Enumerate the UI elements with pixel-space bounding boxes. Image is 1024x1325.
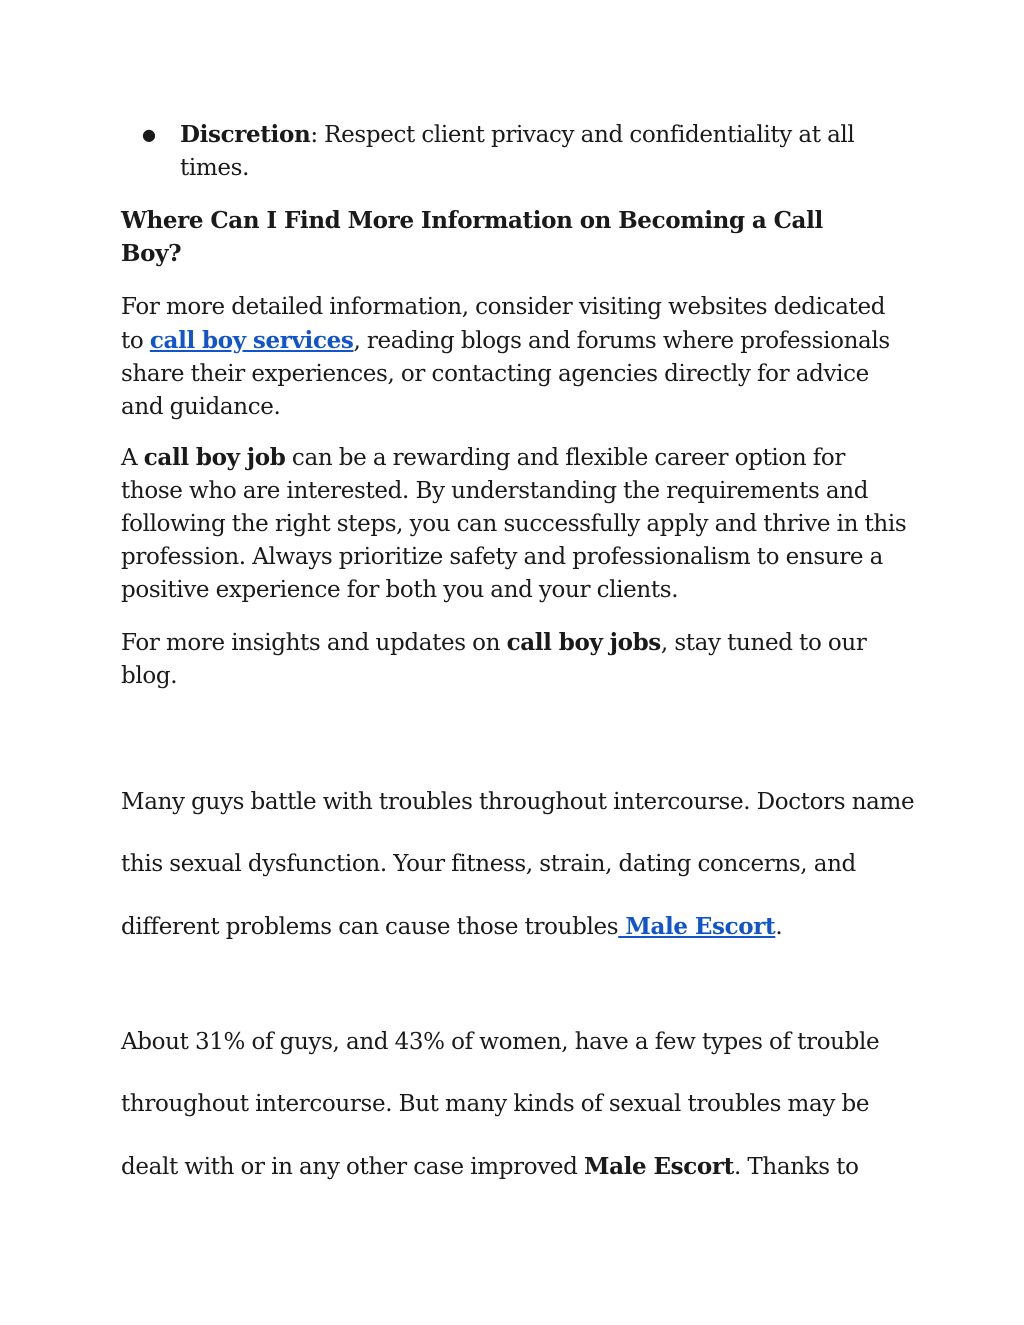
paragraph-text: dealt with or in any other case improved <box>121 1154 584 1180</box>
paragraph-call-boy-job <box>121 441 911 607</box>
paragraph-text: , reading blogs and forums where professionals share their experiences, or contacting agencies directly for advice and guidance. <box>121 328 890 420</box>
male-escort-link[interactable]: Male Escort <box>618 913 776 940</box>
section-heading: Where Can I Find More Information on Becoming a Call Boy? <box>121 207 823 267</box>
bullet-icon: ● <box>142 125 156 144</box>
paragraph-text: can be a rewarding and flexible career option for those who are interested. By understanding the requirements and following the right steps, you can successfully apply and thrive in this profession. Always prioritize safety and professionalism to ensure a positive experience for both you and your clients. <box>121 445 907 603</box>
paragraph-line: Many guys battle with troubles throughout intercourse. Doctors name <box>121 789 915 815</box>
paragraph-text: , stay tuned to our blog. <box>121 630 867 689</box>
paragraph-text: For more insights and updates on <box>121 630 507 656</box>
paragraph-text: . Thanks to <box>733 1154 859 1180</box>
paragraph-text: A <box>121 445 144 471</box>
paragraph-line: this sexual dysfunction. Your fitness, strain, dating concerns, and <box>121 851 856 877</box>
paragraph-line: throughout intercourse. But many kinds of sexual troubles may be <box>121 1091 870 1117</box>
call-boy-services-link[interactable]: call boy services <box>149 327 354 354</box>
paragraph-text: different problems can cause those troubles <box>121 914 619 940</box>
bullet-term: Discretion <box>180 121 311 148</box>
bold-text: Male Escort <box>584 1153 734 1180</box>
paragraph-text: . <box>775 914 783 940</box>
paragraph-line <box>121 1153 859 1180</box>
paragraph-text: For more detailed information, consider visiting websites dedicated to <box>121 294 886 354</box>
bold-text: call boy job <box>143 444 286 471</box>
bullet-text: : Respect client privacy and confidentiality at all times. <box>180 122 855 181</box>
paragraph-line: About 31% of guys, and 43% of women, have a few types of trouble <box>121 1029 880 1055</box>
paragraph-line <box>121 913 782 940</box>
list-item-discretion <box>121 118 911 185</box>
bold-text: call boy jobs <box>506 629 661 656</box>
paragraph-insights <box>121 626 911 693</box>
paragraph-more-information <box>121 291 911 424</box>
